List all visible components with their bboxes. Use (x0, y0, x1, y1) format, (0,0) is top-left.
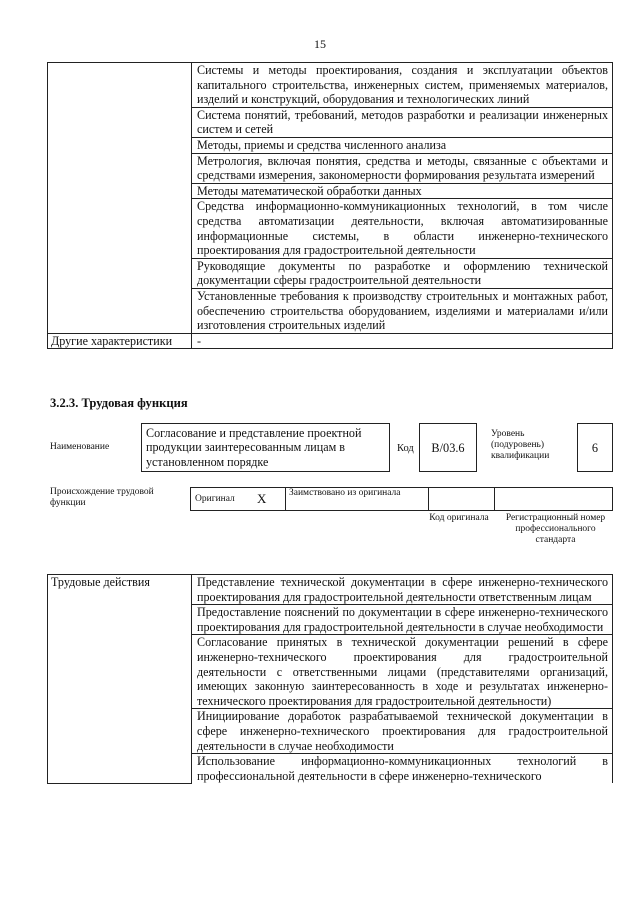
original-label: Оригинал (191, 488, 258, 511)
labor-actions-label: Трудовые действия (48, 575, 192, 784)
registration-caption: Регистрационный номер профессионального стандарта (505, 513, 606, 545)
labor-action-item: Использование информационно-коммуникационных технологий в профессиональной деятельности в сфере инженерно-технического (192, 754, 613, 784)
table-row (191, 488, 613, 511)
labor-action-item: Предоставление пояснений по документации в сфере инженерно-технического проектирования для градостроительной деятельности в случае необходимости (192, 605, 613, 635)
function-code-box: B/03.6 (419, 423, 477, 472)
labor-actions-table (47, 574, 613, 784)
knowledge-item: Система понятий, требований, методов разработки и реализации инженерных систем и сетей (192, 107, 613, 137)
section-heading: 3.2.3. Трудовая функция (50, 396, 188, 410)
other-characteristics-value: - (192, 333, 613, 349)
knowledge-item: Методы, приемы и средства численного анализа (192, 137, 613, 153)
knowledge-item: Метрология, включая понятия, средства и методы, связанные с объектами и средствами измерения, закономерности формирования результата измерений (192, 153, 613, 183)
borrowed-label: Заимствовано из оригинала (286, 488, 429, 511)
level-label-line: Уровень (491, 429, 525, 439)
name-label: Наименование (50, 442, 110, 452)
table-row (48, 333, 613, 349)
knowledge-item: Установленные требования к производству строительных и монтажных работ, обеспечению строительства оборудованием, изделиями и материалами и/или изготовления строительных изделий (192, 288, 613, 333)
level-label-line: квалификации (491, 451, 550, 461)
level-label (491, 429, 573, 462)
original-mark: X (257, 488, 286, 511)
origin-label: Происхождение трудовой функции (50, 487, 154, 508)
qualification-level-box: 6 (577, 423, 613, 472)
level-label-line: (подуровень) (491, 440, 545, 450)
knowledge-table (47, 62, 613, 349)
other-characteristics-label: Другие характеристики (48, 333, 192, 349)
registration-number-cell (495, 488, 613, 511)
labor-action-item: Согласование принятых в технической документации решений в сфере инженерно-технического проектирования для градостроительной деятельности с ответственными лицами (представителями организаций, имеющих законную заинтересованность в ходе и результатах инженерно-технического проектирования для градостроительной деятельности) (192, 635, 613, 709)
row-label-cell (48, 63, 192, 334)
labor-action-item: Представление технической документации в сфере инженерно-технического проектирования для градостроительной деятельности ответственным лицам (192, 575, 613, 605)
knowledge-item: Средства информационно-коммуникационных технологий, в том числе средства автоматизации деятельности, включая автоматизированные информационные системы, в области инженерно-технического проектирования для градостроительной деятельности (192, 199, 613, 258)
table-row (48, 63, 613, 108)
knowledge-item: Системы и методы проектирования, создания и эксплуатации объектов капитального строительства, инженерных систем, применяемых материалов, изделий и конструкций, оборудования и технологических линий (192, 63, 613, 108)
page-number: 15 (314, 37, 326, 51)
code-caption: Код оригинала (429, 513, 489, 523)
knowledge-item: Методы математической обработки данных (192, 183, 613, 199)
function-name-box: Согласование и представление проектной продукции заинтересованным лицам в установленном порядке (141, 423, 390, 472)
origin-table (190, 487, 613, 511)
code-label: Код (397, 443, 414, 454)
labor-action-item: Инициирование доработок разрабатываемой технической документации в сфере инженерно-технического проектирования для градостроительной деятельности в случае необходимости (192, 709, 613, 754)
knowledge-item: Руководящие документы по разработке и оформлению технической документации сферы градостроительной деятельности (192, 258, 613, 288)
table-row (48, 575, 613, 605)
original-code-cell (429, 488, 495, 511)
